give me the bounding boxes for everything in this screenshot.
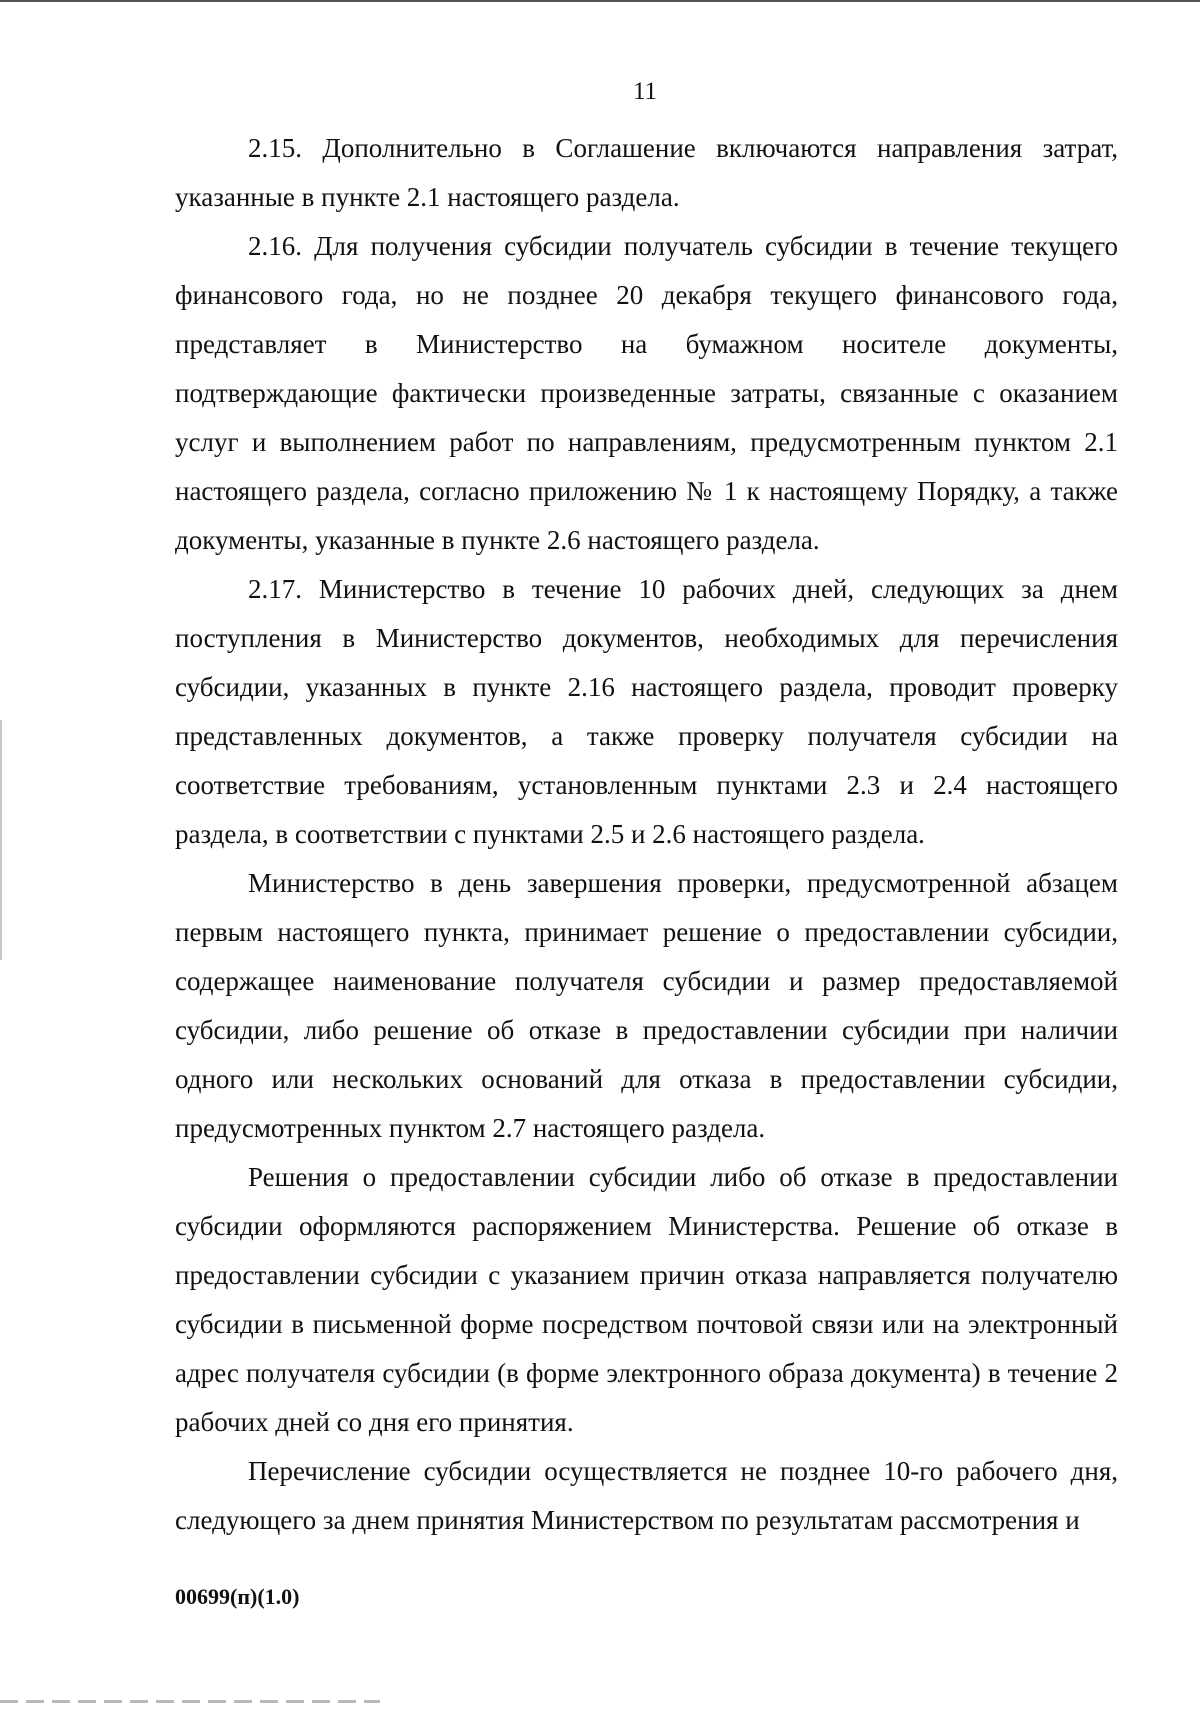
paragraph-2-17: 2.17. Министерство в течение 10 рабочих дней, следующих за днем поступления в Министерство документов, необходимых для перечисления субсидии, указанных в пункте 2.16 настоящего раздела, проводит проверку представленных документов, а также проверку получателя субсидии на соответствие требованиям, установленным пунктами 2.3 и 2.4 настоящего раздела, в соответствии с пунктами 2.5 и 2.6 настоящего раздела. (175, 574, 1118, 849)
paragraph-2-15: 2.15. Дополнительно в Соглашение включаются направления затрат, указанные в пункте 2.1 настоящего раздела. (175, 133, 1118, 212)
paragraph-2-16: 2.16. Для получения субсидии получатель субсидии в течение текущего финансового года, но не позднее 20 декабря текущего финансового года, представляет в Министерство на бумажном носителе документы, подтверждающие фактически произведенные затраты, связанные с оказанием услуг и выполнением работ по направлениям, предусмотренным пунктом 2.1 настоящего раздела, согласно приложению № 1 к настоящему Порядку, а также документы, указанные в пункте 2.6 настоящего раздела. (175, 231, 1118, 555)
scan-bottom-artifact (0, 1700, 380, 1703)
paragraph-transfer: Перечисление субсидии осуществляется не позднее 10-го рабочего дня, следующего за днем принятия Министерством по результатам рассмотрения и (175, 1456, 1118, 1535)
paragraph-decision: Министерство в день завершения проверки, предусмотренной абзацем первым настоящего пункта, принимает решение о предоставлении субсидии, содержащее наименование получателя субсидии и размер предоставляемой субсидии, либо решение об отказе в предоставлении субсидии при наличии одного или нескольких оснований для отказа в предоставлении субсидии, предусмотренных пунктом 2.7 настоящего раздела. (175, 868, 1118, 1143)
document-code: 00699(п)(1.0) (175, 1584, 300, 1609)
scan-edge-mark (0, 720, 2, 960)
page-number: 11 (632, 78, 658, 105)
top-edge-rule (0, 0, 1200, 2)
document-body (175, 124, 1118, 1545)
paragraph-decision-form: Решения о предоставлении субсидии либо об отказе в предоставлении субсидии оформляются распоряжением Министерства. Решение об отказе в предоставлении субсидии с указанием причин отказа направляется получателю субсидии в письменной форме посредством почтовой связи или на электронный адрес получателя субсидии (в форме электронного образа документа) в течение 2 рабочих дней со дня его принятия. (175, 1162, 1118, 1437)
